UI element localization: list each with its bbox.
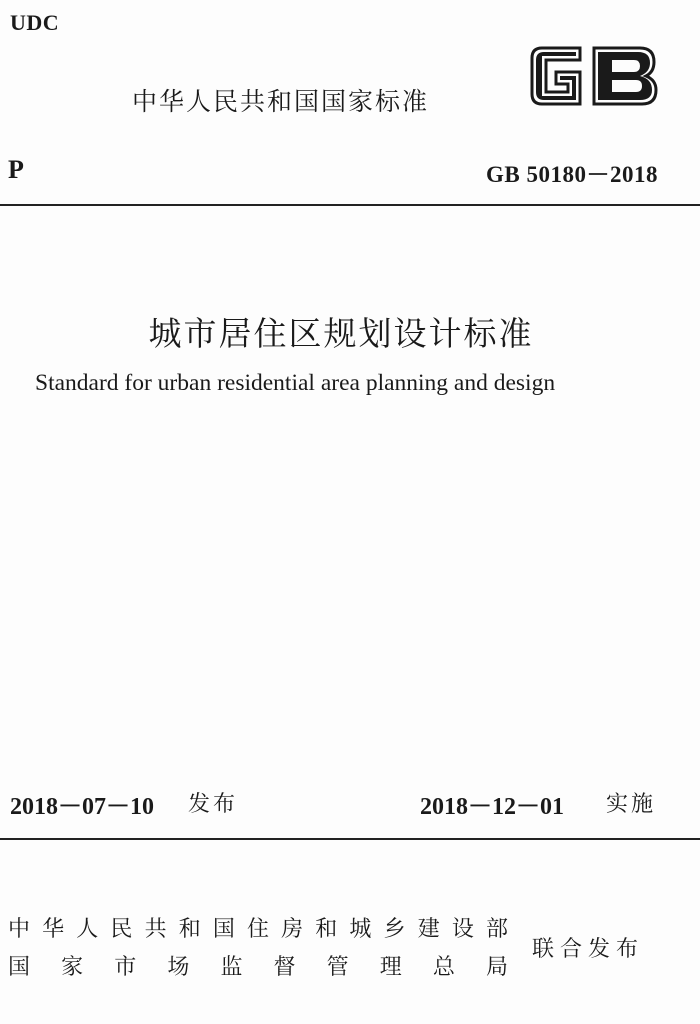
issuer-char: 家 [61, 955, 84, 980]
issuer-char: 设 [451, 917, 474, 942]
issuer-char: 局 [485, 955, 508, 980]
issuer-char: 总 [432, 955, 455, 980]
national-standard-heading: 中华人民共和国国家标准 [132, 87, 430, 116]
issuer-char: 管 [326, 955, 349, 980]
issuer-char: 城 [349, 917, 372, 942]
udc-label: UDC [10, 10, 60, 35]
issuer-char: 督 [273, 955, 296, 980]
issuer-char: 乡 [383, 917, 406, 942]
issuer-char: 房 [281, 917, 304, 942]
implementation-date: 2018－12－01 [420, 794, 564, 820]
issuer-char: 民 [110, 917, 133, 942]
gb-logo [528, 42, 660, 110]
top-divider [0, 204, 700, 206]
issuer-administration [8, 950, 508, 981]
issuer-char: 国 [212, 917, 235, 942]
issue-label: 发布 [188, 792, 239, 817]
title-chinese: 城市居住区规划设计标准 [148, 314, 534, 353]
issuer-char: 市 [114, 955, 137, 980]
standard-number: GB 50180－2018 [486, 162, 658, 187]
joint-issue-label: 联合发布 [532, 937, 645, 962]
issuer-char: 和 [178, 917, 201, 942]
issuer-char: 建 [417, 917, 440, 942]
issuer-char: 理 [379, 955, 402, 980]
issuer-char: 中 [8, 917, 31, 942]
issuer-char: 国 [8, 955, 31, 980]
issuer-char: 共 [144, 917, 167, 942]
issuer-char: 住 [246, 917, 269, 942]
issue-date: 2018－07－10 [10, 794, 154, 820]
bottom-divider [0, 838, 700, 840]
classification-code: P [8, 155, 24, 184]
issuer-char: 华 [42, 917, 65, 942]
issuer-ministry [8, 912, 508, 943]
issuer-char: 监 [220, 955, 243, 980]
issuer-char: 人 [76, 917, 99, 942]
issuer-char: 和 [315, 917, 338, 942]
issuer-char: 场 [167, 955, 190, 980]
implementation-label: 实施 [606, 792, 657, 817]
issuer-char: 部 [485, 917, 508, 942]
title-english: Standard for urban residential area planning and design [35, 370, 556, 396]
